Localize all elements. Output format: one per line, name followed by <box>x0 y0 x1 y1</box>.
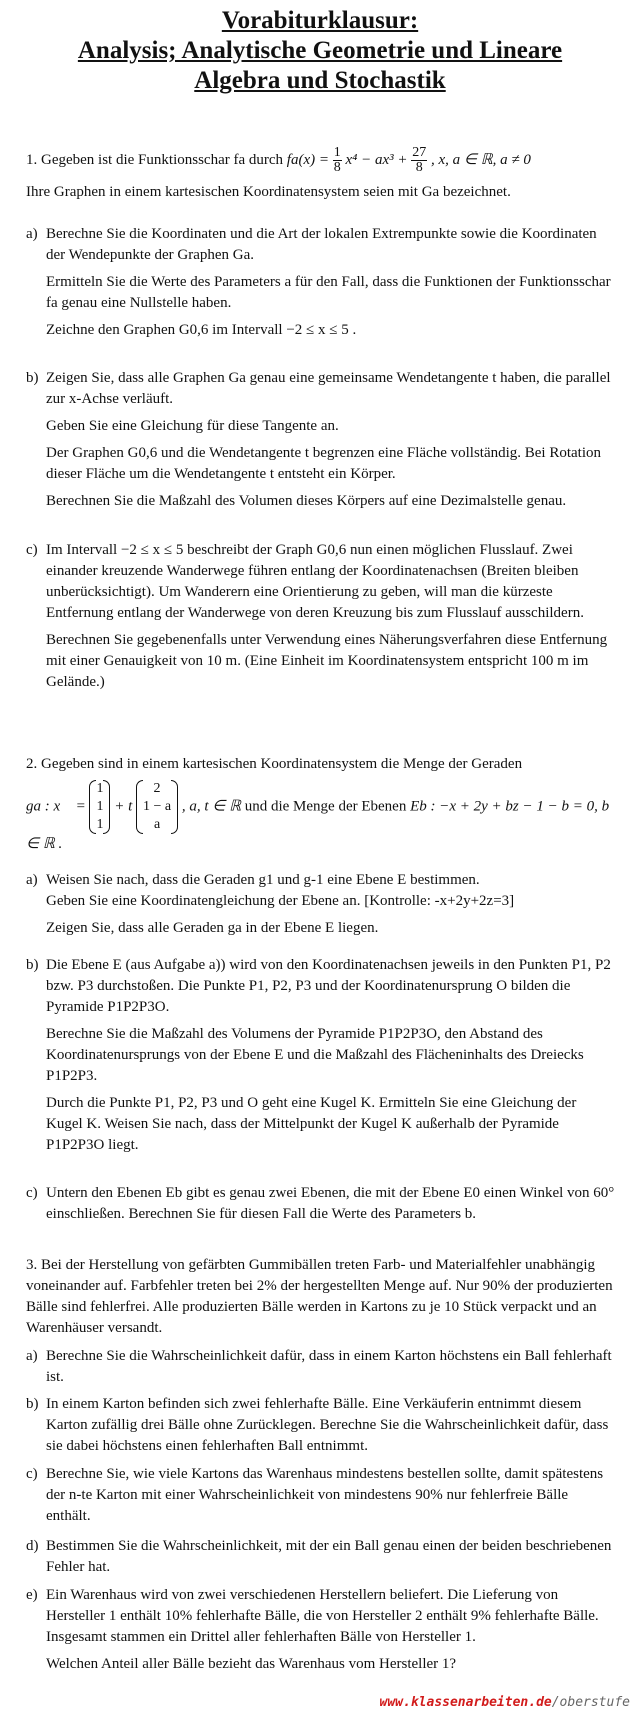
task1-b-p4: Berechnen Sie die Maßzahl des Volumen dieses Körpers auf eine Dezimalstelle genau. <box>46 493 567 509</box>
task3-e <box>26 1585 616 1681</box>
vec1-x: 1 <box>96 781 104 796</box>
plus-t: + t <box>114 798 133 815</box>
exam-title <box>0 6 640 96</box>
task2-a-p1b: Geben Sie eine Koordinatengleichung der Ebene an. [Kontrolle: -x+2y+2z=3] <box>46 893 515 909</box>
task3-d <box>26 1536 616 1584</box>
task3-c-p1: Berechne Sie, wie viele Kartons das Warenhaus mindestens bestellen sollte, damit spätestens der n-te Karton mit einer Wahrscheinlichkeit von mindestens 90% nur fehlerfreie Bälle enthält. <box>46 1466 604 1524</box>
vector-direction <box>136 780 178 834</box>
task-label: b) <box>26 370 39 386</box>
vec2-y: 1 − a <box>143 799 172 814</box>
frac1-num: 1 <box>333 145 341 160</box>
formula-lhs: fa(x) = <box>286 151 329 168</box>
task1-formula <box>286 145 531 175</box>
task1-a-p1: Berechne Sie die Koordinaten und die Art der lokalen Extrempunkte sowie die Koordinaten der Wendepunkte der Graphen Ga. <box>46 226 597 263</box>
task-label: e) <box>26 1587 38 1603</box>
task-label: a) <box>26 226 38 242</box>
task1-b-p2: Geben Sie eine Gleichung für diese Tangente an. <box>46 418 339 434</box>
vec1-y: 1 <box>96 799 104 814</box>
task1-c-p1: Im Intervall −2 ≤ x ≤ 5 beschreibt der Graph G0,6 nun einen möglichen Flusslauf. Zwei einander kreuzende Wanderwege führen entlang der Koordinatenachsen (Breiten bleiben unberücksichtigt). Um Wanderern eine Orientierung zu geben, will man die kürzeste Entfernung entlang der Wanderwege von deren Kreuzung bis zum Flusslauf ausschildern. <box>46 542 584 621</box>
formula-fraction-1 <box>333 146 342 175</box>
task-label: d) <box>26 1538 39 1554</box>
task2-c-p1: Untern den Ebenen Eb gibt es genau zwei Ebenen, die mit der Ebene E0 einen Winkel von 60° einschließen. Berechnen Sie für diesen Fall die Werte des Parameters b. <box>46 1185 615 1222</box>
task1-c-p2: Berechnen Sie gegebenenfalls unter Verwendung eines Näherungsverfahren diese Entfernung mit einer Genauigkeit von 10 m. (Eine Einheit im Koordinatensystem entspricht 100 m im Gelände.) <box>46 632 608 690</box>
and-text: und die Menge der Ebenen <box>244 798 407 815</box>
task-label: a) <box>26 1348 38 1364</box>
task2-intro: 2. Gegeben sind in einem kartesischen Koordinatensystem die Menge der Geraden <box>26 756 523 772</box>
task2-c <box>26 1183 616 1231</box>
task1-a-p3: Zeichne den Graphen G0,6 im Intervall −2 ≤ x ≤ 5 . <box>46 322 357 338</box>
task-label: b) <box>26 957 39 973</box>
vec2-z: a <box>153 817 161 832</box>
task2-b-p1: Die Ebene E (aus Aufgabe a)) wird von den Koordinatenachsen jeweils in den Punkten P1, P2 bzw. P3 durchstoßen. Die Punkte P1, P2, P3 und der Koordinatenursprung O bilden die Pyramide P1P2P3O. <box>46 957 611 1015</box>
task2-a <box>26 870 616 945</box>
task3-c <box>26 1464 616 1533</box>
task2-b-p2: Berechne Sie die Maßzahl des Volumens der Pyramide P1P2P3O, den Abstand des Koordinatenursprungs von der Ebene E und die Maßzahl des Flächeninhalts des Dreiecks P1P2P3. <box>46 1026 584 1084</box>
task-label: a) <box>26 872 38 888</box>
task1-a <box>26 224 616 347</box>
task3-a-p1: Berechne Sie die Wahrscheinlichkeit dafür, dass in einem Karton höchstens ein Ball fehlerhaft ist. <box>46 1348 612 1385</box>
title-line-2: Analysis; Analytische Geometrie und Lineare <box>77 37 563 64</box>
vec2-x: 2 <box>153 781 161 796</box>
task2-formulas <box>26 780 616 852</box>
task-label: b) <box>26 1396 39 1412</box>
task3-b <box>26 1394 616 1463</box>
task2-a-p2: Zeigen Sie, dass alle Geraden ga in der Ebene E liegen. <box>46 920 379 936</box>
line-family-label: ga : x⃗ = <box>26 798 86 815</box>
task2-a-p1: Weisen Sie nach, dass die Geraden g1 und g-1 eine Ebene E bestimmen. <box>46 872 480 888</box>
vec1-z: 1 <box>96 817 104 832</box>
task1-intro <box>26 146 616 175</box>
frac2-num: 27 <box>412 145 427 160</box>
formula-mid: x⁴ − ax³ + <box>345 151 408 168</box>
formula-fraction-2 <box>411 146 427 175</box>
plane-family: Eb : −x + 2y + bz − 1 − b = 0, b ∈ ℝ . <box>26 798 610 852</box>
task3-intro: 3. Bei der Herstellung von gefärbten Gummibällen treten Farb- und Materialfehler unabhängig voneinander auf. Farbfehler treten bei 2% der hergestellten Menge auf. Nur 90% der produzierten Bälle sind fehlerfrei. Alle produzierten Bälle werden in Kartons zu je 10 Stück verpackt und an Warenhäuser versandt. <box>26 1257 613 1336</box>
footer-path[interactable]: /oberstufe <box>551 1695 630 1710</box>
task1-a-p2: Ermitteln Sie die Werte des Parameters a für den Fall, dass die Funktionen der Funktionsschar fa genau eine Nullstelle haben. <box>46 274 611 311</box>
task3-b-p1: In einem Karton befinden sich zwei fehlerhafte Bälle. Eine Verkäuferin entnimmt diesem Karton zufällig drei Bälle ohne Zurücklegen. Berechne Sie die Wahrscheinlichkeit dafür, dass sie dabei höchstens einen fehlerhaften Ball entnimmt. <box>46 1396 609 1454</box>
site-footer[interactable] <box>380 1695 630 1710</box>
task1-intro-text: 1. Gegeben ist die Funktionsschar fa durch <box>26 151 284 168</box>
footer-site[interactable]: www.klassenarbeiten.de <box>379 1695 552 1710</box>
params: , a, t ∈ ℝ <box>181 798 241 815</box>
formula-rhs: , x, a ∈ ℝ, a ≠ 0 <box>431 151 531 168</box>
title-line-1: Vorabiturklausur: <box>221 7 419 34</box>
frac2-den: 8 <box>415 160 423 175</box>
frac1-den: 8 <box>333 160 341 175</box>
task3-e-p1: Ein Warenhaus wird von zwei verschiedenen Herstellern beliefert. Die Lieferung von Hersteller 1 enthält 10% fehlerhafte Bälle, die von Hersteller 2 enthält 9% fehlerhafte Bälle. Insgesamt stammen ein Drittel aller fehlerhaften Bälle von Hersteller 1. <box>46 1587 599 1645</box>
task1-intro-2: Ihre Graphen in einem kartesischen Koordinatensystem seien mit Ga bezeichnet. <box>26 184 511 200</box>
task-label: c) <box>26 1185 38 1201</box>
vector-support <box>89 780 110 834</box>
task1-b-p3: Der Graphen G0,6 und die Wendetangente t begrenzen eine Fläche vollständig. Bei Rotation dieser Fläche um die Wendetangente t entsteht ein Körper. <box>46 445 602 482</box>
task3-e-p2: Welchen Anteil aller Bälle bezieht das Warenhaus vom Hersteller 1? <box>46 1656 457 1672</box>
task1-c <box>26 540 616 699</box>
task2-b <box>26 955 616 1162</box>
title-line-3: Algebra und Stochastik <box>194 67 446 94</box>
task3-d-p1: Bestimmen Sie die Wahrscheinlichkeit, mit der ein Ball genau einen der beiden beschriebenen Fehler hat. <box>46 1538 612 1575</box>
task1-b <box>26 368 616 518</box>
task3-a <box>26 1346 616 1394</box>
task-label: c) <box>26 1466 38 1482</box>
task1-b-p1: Zeigen Sie, dass alle Graphen Ga genau eine gemeinsame Wendetangente t haben, die parallel zur x-Achse verläuft. <box>46 370 611 407</box>
task2-b-p3: Durch die Punkte P1, P2, P3 und O geht eine Kugel K. Ermitteln Sie eine Gleichung der Kugel K. Weisen Sie nach, dass der Mittelpunkt der Kugel K außerhalb der Pyramide P1P2P3O liegt. <box>46 1095 577 1153</box>
task-label: c) <box>26 542 38 558</box>
